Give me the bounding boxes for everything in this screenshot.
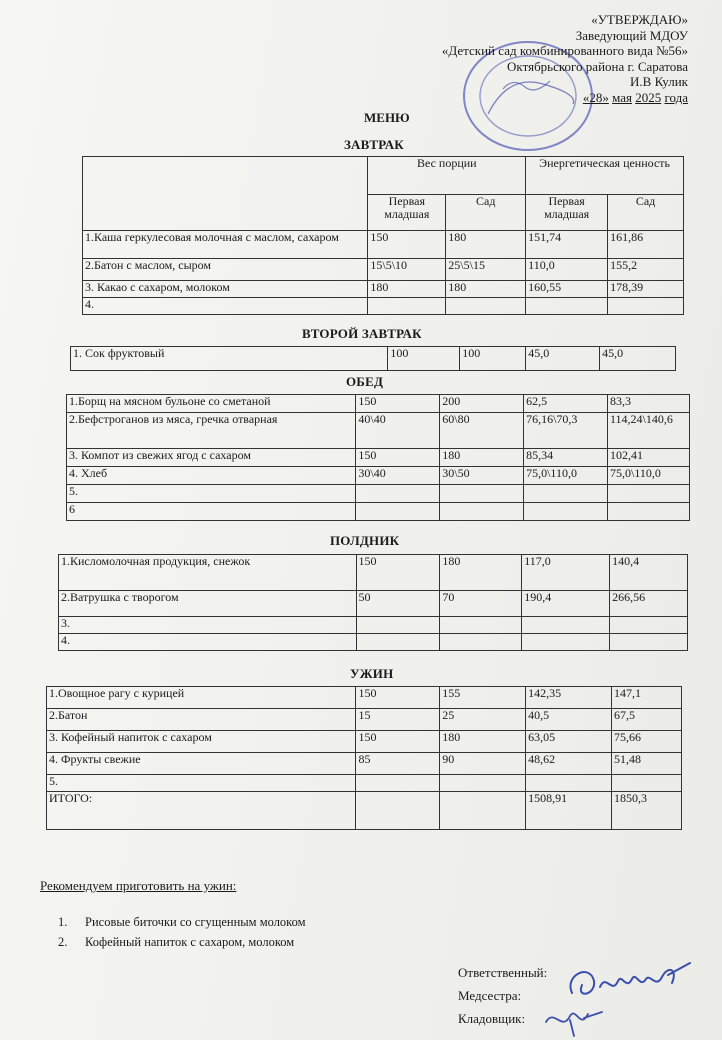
table-row xyxy=(83,231,684,259)
value-cell xyxy=(608,485,690,503)
junior-energy-header: Первая младшая xyxy=(526,195,608,231)
value-cell: 48,62 xyxy=(526,753,612,775)
dish-name-cell: 5. xyxy=(47,775,356,792)
recommend-title: Рекомендуем приготовить на ужин: xyxy=(40,878,237,893)
value-cell: 155,2 xyxy=(608,259,684,281)
value-cell xyxy=(608,298,684,315)
approval-block xyxy=(442,12,688,106)
value-cell: 70 xyxy=(440,591,522,617)
table-row xyxy=(47,753,682,775)
value-cell: 180 xyxy=(368,281,446,298)
list-item-number: 2. xyxy=(58,935,68,949)
value-cell xyxy=(446,298,526,315)
lunch-table xyxy=(66,394,690,521)
value-cell xyxy=(526,775,612,792)
dish-name-cell: 3. Компот из свежих ягод с сахаром xyxy=(67,449,356,467)
value-cell: 25\5\15 xyxy=(446,259,526,281)
value-cell xyxy=(526,298,608,315)
list-item xyxy=(58,932,306,952)
breakfast-table xyxy=(82,156,684,315)
garden-energy-header: Сад xyxy=(608,195,684,231)
table-row xyxy=(59,555,688,591)
breakfast-title: ЗАВТРАК xyxy=(344,137,404,152)
value-cell: 60\80 xyxy=(440,413,524,449)
table-row xyxy=(67,485,690,503)
value-cell xyxy=(356,485,440,503)
list-item xyxy=(58,912,306,932)
value-cell: 117,0 xyxy=(522,555,610,591)
value-cell: 45,0 xyxy=(600,347,676,371)
value-cell: 67,5 xyxy=(612,709,682,731)
nurse-label: Медсестра: xyxy=(458,988,522,1003)
table-row xyxy=(83,298,684,315)
page-title: МЕНЮ xyxy=(364,110,410,125)
value-cell: 30\40 xyxy=(356,467,440,485)
weight-header: Вес порции xyxy=(368,157,526,195)
value-cell: 51,48 xyxy=(612,753,682,775)
value-cell: 178,39 xyxy=(608,281,684,298)
value-cell: 150 xyxy=(356,449,440,467)
storekeeper-signature xyxy=(540,1002,610,1038)
table-row xyxy=(47,775,682,792)
storekeeper-label: Кладовщик: xyxy=(458,1011,526,1026)
dish-name-cell: 3. Какао с сахаром, молоком xyxy=(83,281,368,298)
value-cell: 180 xyxy=(440,731,526,753)
junior-header: Первая младшая xyxy=(368,195,446,231)
value-cell xyxy=(524,485,608,503)
dinner-title: УЖИН xyxy=(350,666,394,681)
table-row xyxy=(67,467,690,485)
value-cell: 85,34 xyxy=(524,449,608,467)
value-cell: 180 xyxy=(446,231,526,259)
dish-name-cell: 2.Бефстроганов из мяса, гречка отварная xyxy=(67,413,356,449)
value-cell xyxy=(440,503,524,521)
value-cell: 150 xyxy=(356,731,440,753)
value-cell: 180 xyxy=(446,281,526,298)
dish-name-cell: 2.Батон xyxy=(47,709,356,731)
table-row xyxy=(83,281,684,298)
approval-position: Заведующий МДОУ xyxy=(575,27,688,43)
dish-name-cell: 1.Овощное рагу с курицей xyxy=(47,687,356,709)
responsible-label: Ответственный: xyxy=(458,965,548,980)
value-cell: 180 xyxy=(440,555,522,591)
value-cell: 151,74 xyxy=(526,231,608,259)
value-cell: 266,56 xyxy=(610,591,688,617)
value-cell: 76,16\70,3 xyxy=(524,413,608,449)
value-cell: 50 xyxy=(356,591,440,617)
dish-name-cell: 4. xyxy=(59,634,357,651)
energy-header: Энергетическая ценность xyxy=(526,157,684,195)
value-cell xyxy=(440,634,522,651)
value-cell: 15\5\10 xyxy=(368,259,446,281)
value-cell xyxy=(610,634,688,651)
dish-name-cell: 1. Сок фруктовый xyxy=(71,347,388,371)
value-cell: 85 xyxy=(356,753,440,775)
value-cell: 147,1 xyxy=(612,687,682,709)
value-cell xyxy=(356,503,440,521)
value-cell xyxy=(524,503,608,521)
value-cell: 110,0 xyxy=(526,259,608,281)
table-header-row xyxy=(83,157,684,195)
dish-name-cell: 2.Ватрушка с творогом xyxy=(59,591,357,617)
table-row xyxy=(67,503,690,521)
approval-organization: «Детский сад комбинированного вида №56» xyxy=(441,43,688,59)
value-cell: 150 xyxy=(356,395,440,413)
value-cell: 15 xyxy=(356,709,440,731)
value-cell: 190,4 xyxy=(522,591,610,617)
value-cell: 40,5 xyxy=(526,709,612,731)
value-cell: 102,41 xyxy=(608,449,690,467)
approval-heading: «УТВЕРЖДАЮ» xyxy=(591,12,688,27)
approval-district: Октябрьского района г. Саратова xyxy=(507,58,688,74)
table-row xyxy=(71,347,676,371)
second-breakfast-table xyxy=(70,346,676,371)
value-cell: 114,24\140,6 xyxy=(608,413,690,449)
list-item-number: 1. xyxy=(58,915,68,929)
value-cell xyxy=(608,503,690,521)
table-row xyxy=(47,687,682,709)
dish-name-cell: 1.Каша геркулесовая молочная с маслом, сахаром xyxy=(83,231,368,259)
table-row xyxy=(67,449,690,467)
value-cell: 90 xyxy=(440,753,526,775)
value-cell: 100 xyxy=(388,347,460,371)
snack-title: ПОЛДНИК xyxy=(330,533,400,548)
value-cell xyxy=(356,634,440,651)
date-year: 2025 xyxy=(635,89,662,105)
lunch-title: ОБЕД xyxy=(346,374,384,389)
value-cell: 161,86 xyxy=(608,231,684,259)
value-cell: 83,3 xyxy=(608,395,690,413)
table-row xyxy=(59,634,688,651)
value-cell: 142,35 xyxy=(526,687,612,709)
value-cell: 150 xyxy=(368,231,446,259)
value-cell: 62,5 xyxy=(524,395,608,413)
table-row xyxy=(47,709,682,731)
value-cell: 75,0\110,0 xyxy=(608,467,690,485)
garden-header: Сад xyxy=(446,195,526,231)
second-breakfast-title: ВТОРОЙ ЗАВТРАК xyxy=(302,326,422,341)
value-cell: 1850,3 xyxy=(612,792,682,830)
table-row xyxy=(67,395,690,413)
value-cell: 40\40 xyxy=(356,413,440,449)
dish-name-cell: 6 xyxy=(67,503,356,521)
table-row xyxy=(83,259,684,281)
table-row xyxy=(47,792,682,830)
value-cell: 75,66 xyxy=(612,731,682,753)
value-cell: 63,05 xyxy=(526,731,612,753)
value-cell xyxy=(612,775,682,792)
value-cell xyxy=(522,634,610,651)
snack-table xyxy=(58,554,688,651)
dish-name-cell: 4. Хлеб xyxy=(67,467,356,485)
value-cell: 100 xyxy=(460,347,526,371)
value-cell: 75,0\110,0 xyxy=(524,467,608,485)
dish-name-cell: 3. xyxy=(59,617,357,634)
value-cell xyxy=(440,617,522,634)
dish-name-cell: 2.Батон с маслом, сыром xyxy=(83,259,368,281)
date-suffix: года xyxy=(664,89,688,105)
recommend-list xyxy=(58,912,306,952)
table-row xyxy=(59,591,688,617)
date-day: «28» xyxy=(582,89,609,105)
value-cell xyxy=(610,617,688,634)
list-item-text: Кофейный напиток с сахаром, молоком xyxy=(85,935,295,949)
value-cell: 200 xyxy=(440,395,524,413)
value-cell xyxy=(356,617,440,634)
value-cell xyxy=(440,485,524,503)
nurse-signature xyxy=(560,955,700,1005)
value-cell xyxy=(356,775,440,792)
table-row xyxy=(67,413,690,449)
dish-name-cell: 5. xyxy=(67,485,356,503)
list-item-text: Рисовые биточки со сгущенным молоком xyxy=(85,915,306,929)
dinner-table xyxy=(46,686,682,830)
dish-name-cell: 4. xyxy=(83,298,368,315)
table-row xyxy=(47,731,682,753)
table-row xyxy=(59,617,688,634)
value-cell xyxy=(440,792,526,830)
value-cell xyxy=(522,617,610,634)
value-cell xyxy=(356,792,440,830)
date-month: мая xyxy=(612,89,632,105)
approval-date xyxy=(442,90,688,106)
dish-name-cell: 1.Борщ на мясном бульоне со сметаной xyxy=(67,395,356,413)
dish-name-cell: ИТОГО: xyxy=(47,792,356,830)
value-cell xyxy=(440,775,526,792)
value-cell: 160,55 xyxy=(526,281,608,298)
value-cell: 150 xyxy=(356,555,440,591)
value-cell: 180 xyxy=(440,449,524,467)
value-cell: 155 xyxy=(440,687,526,709)
dish-name-cell: 3. Кофейный напиток с сахаром xyxy=(47,731,356,753)
value-cell: 1508,91 xyxy=(526,792,612,830)
value-cell: 45,0 xyxy=(526,347,600,371)
value-cell: 150 xyxy=(356,687,440,709)
value-cell: 30\50 xyxy=(440,467,524,485)
value-cell: 140,4 xyxy=(610,555,688,591)
value-cell: 25 xyxy=(440,709,526,731)
dish-name-cell: 1.Кисломолочная продукция, снежок xyxy=(59,555,357,591)
dish-name-cell: 4. Фрукты свежие xyxy=(47,753,356,775)
approval-person: И.В Кулик xyxy=(630,74,688,90)
value-cell xyxy=(368,298,446,315)
